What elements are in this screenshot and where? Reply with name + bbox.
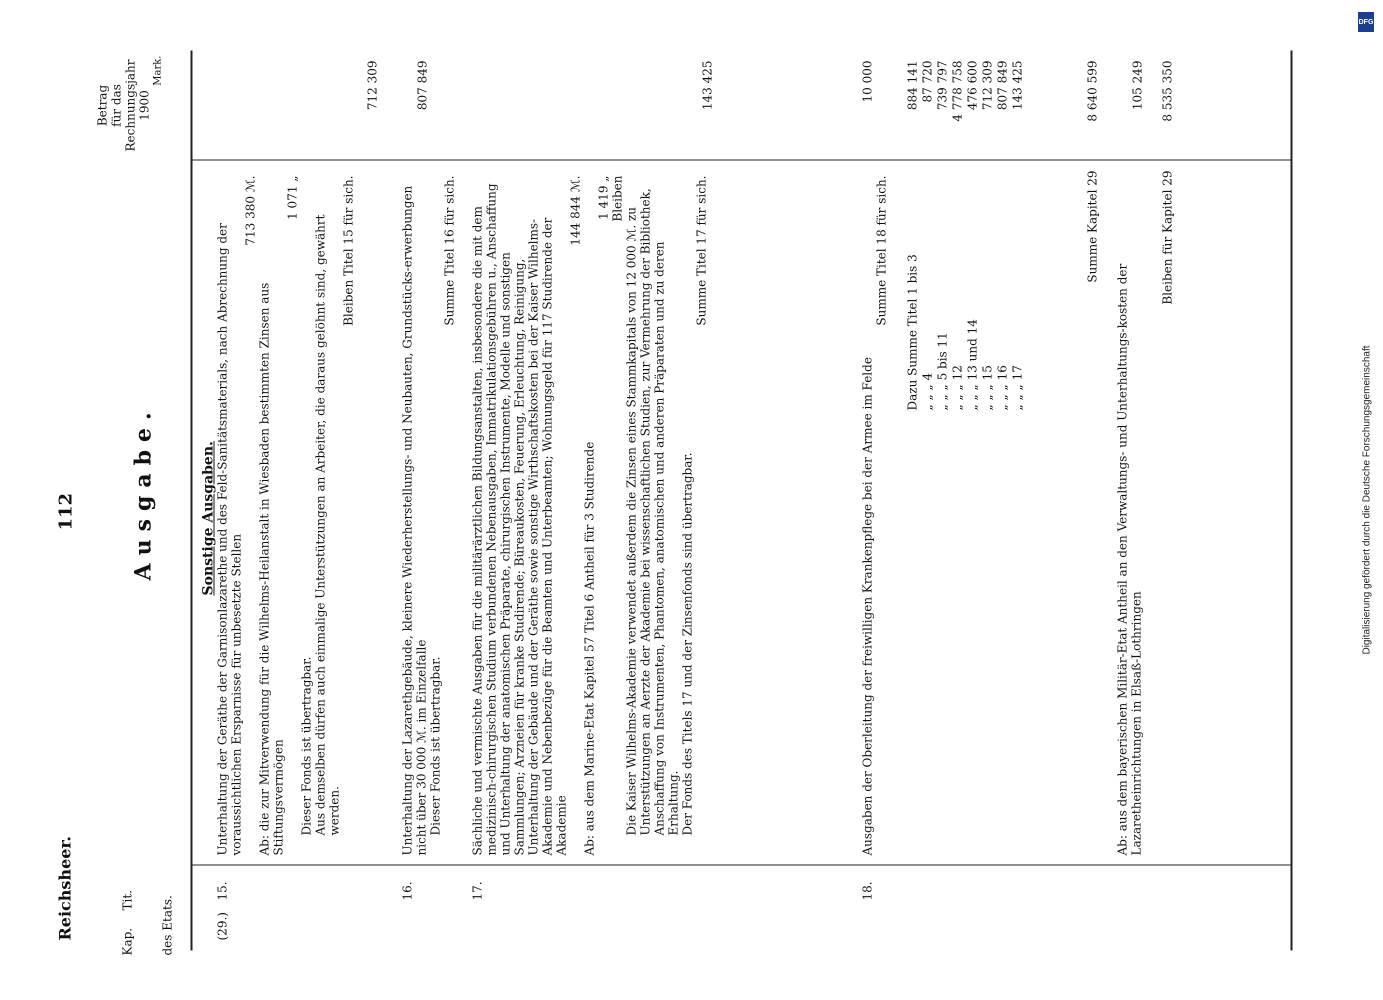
entry-17-inline-amount: 144 844 ℳ. [568,175,582,246]
entry-17-remain: Summe Titel 17 für sich. [694,175,708,326]
col-des-etats: des Etats. [160,894,174,955]
credit-text: Digitalisierung gefördert durch die Deutsche Forschungsgemeinschaft [1361,345,1373,655]
entry-15-ab-amount: 1 071 „ [285,175,299,220]
total-label-4: „ „ „ 12 [950,364,964,410]
entry-15-note-2: Aus demselben dürfen auch einmalige Unterstützungen an Arbeiter, die daraus gelöhnt sind, gewährt werden. [313,214,341,835]
entry-18-text: Ausgaben der Oberleitung der freiwilligen Krankenpflege bei der Armee im Felde [860,356,874,855]
entry-15-remain: Bleiben Titel 15 für sich. [341,175,355,326]
ab-bayern-amount: 105 249 [1130,60,1144,110]
total-label-8: „ „ „ 17 [1010,364,1024,410]
summe-kapitel-label: Summe Kapitel 29 [1085,170,1099,283]
col-betrag-line3: Rechnungsjahr [123,59,137,151]
entry-15-amount: 712 309 [365,60,379,110]
col-betrag-line4: 1900 [137,89,151,121]
total-label-1: Dazu Summe Titel 1 bis 3 [905,253,919,410]
col-mark: Mark. [152,55,163,86]
total-label-7: „ „ „ 16 [995,364,1009,410]
tit-column-rule [190,864,1290,865]
digitization-credit [1355,0,1379,1000]
entry-15-text: Unterhaltung der Geräthe der Garnisonlazarethe und des Feld-Sanitätsmaterials, nach Abrechnung der voraussichtlichen Ersparnisse für unbesetzte Stellen [215,222,243,855]
total-amount-1: 884 141 [905,60,919,110]
total-amount-3: 739 797 [935,60,949,110]
entry-17-note-2: Der Fonds des Titels 17 und der Zinsenfonds sind übertragbar. [680,451,694,835]
entry-18-tit: 18. [860,880,874,900]
subheading: Sonstige Ausgaben. [200,440,216,595]
header-left: Reichsheer. [55,835,74,940]
col-betrag-line2: für das [109,83,123,127]
section-title: Ausgabe. [130,403,156,580]
entry-17-amount: 143 425 [700,60,714,110]
col-betrag-line1: Betrag [95,84,109,126]
entry-16 [400,175,456,855]
entry-16-tit: 16. [400,880,414,900]
entry-17-tit: 17. [470,880,484,900]
total-amount-2: 87 720 [920,60,934,102]
entry-16-amount: 807 849 [415,60,429,110]
total-amount-5: 476 600 [965,60,979,110]
total-amount-7: 807 849 [995,60,1009,110]
entry-16-note-1: Dieser Fonds ist übertragbar. [428,656,442,835]
entry-17-note-1: Die Kaiser Wilhelms-Akademie verwendet außerdem die Zinsen eines Stammkapitals von 12 000 ℳ. zu Unterstützungen an Aerzte der Akademie bei wissenschaftlichen Studien, zur Vermehrung der Bibliothek, Anschaffung von Instrumenten, Phantomen, anatomischen und anderen Präparaten und zu deren Erhaltung. [624,187,680,835]
entry-18 [860,175,888,855]
bottom-rule [1290,50,1292,950]
col-kap: Kap. [120,927,134,955]
total-label-2: „ „ „ 4 [920,372,934,410]
entry-15-inline-amount: 713 380 ℳ. [243,175,257,246]
total-label-3: „ „ „ 5 bis 11 [935,331,949,410]
total-amount-6: 712 309 [980,60,994,110]
ab-bayern-text: Ab: aus dem bayerischen Militär-Etat Antheil an den Verwaltungs- und Unterhaltungs-kosten der Lazaretheinrichtungen in Elsaß-Lothringen [1115,263,1143,855]
entry-17-bleiben: Bleiben [610,175,624,222]
entry-15-ab-text: Ab: die zur Mitverwendung für die Wilhelms-Heilanstalt in Wiesbaden bestimmten Zinsen aus Stiftungsvermögen [257,282,285,855]
top-rule [190,50,192,950]
entry-17-ab-amount: 1 419 „ [596,175,610,220]
totals-amounts [905,60,1025,150]
final-amount: 8 535 350 [1160,60,1174,122]
page-number: 112 [55,492,76,530]
total-amount-8: 143 425 [1010,60,1024,110]
dfg-logo: DFG [1358,12,1374,32]
entry-18-remain: Summe Titel 18 für sich. [874,175,888,326]
entry-17-text: Sächliche und vermischte Ausgaben für die militärärztlichen Bildungsanstalten, insbesondere die mit dem medizinisch-chirurgischen Studium verbundenen Nebenausgaben, Immatrikulationsgebühren u., Anschaffung und Unterhaltung der anatomischen Präparate, chirurgischen Instrumente, Modelle und sonstigen Sammlungen; Arzneien für kranke Studirende; Büreaukosten, Feuerung, Erleuchtung, Reinigung, Unterhaltung der Gebäude und der Geräthe sowie sonstige Wirthschaftskosten bei der Kaiser Wilhelms-Akademie und Nebenbezüge für die Beamten und Unterbeamten; Wohnungsgeld für 117 Studirende der Akademie [470,182,568,855]
totals-labels [905,170,1025,410]
amount-column-rule [190,159,1290,160]
entry-17-ab-text: Ab: aus dem Marine-Etat Kapitel 57 Titel 6 Antheil für 3 Studirende [582,441,596,855]
entry-15-note-1: Dieser Fonds ist übertragbar. [299,656,313,835]
entry-17 [470,175,708,855]
total-label-5: „ „ „ 13 und 14 [965,318,979,410]
total-amount-4: 4 778 758 [950,60,964,122]
entry-15-tit: 15. [215,880,229,900]
kap-number: (29.) [215,911,229,940]
col-tit: Tit. [120,889,134,910]
entry-16-remain: Summe Titel 16 für sich. [442,175,456,326]
summe-kapitel-amount: 8 640 599 [1085,60,1099,122]
entry-15 [215,175,355,855]
entry-18-amount: 10 000 [860,60,874,102]
final-label: Bleiben für Kapitel 29 [1160,170,1174,305]
entry-16-text: Unterhaltung der Lazarethgebäude, kleinere Wiederherstellungs- und Neubauten, Grundstücks-erwerbungen nicht über 30 000 ℳ. im Einzelfalle [400,185,428,855]
col-betrag [95,55,165,155]
total-label-6: „ „ „ 15 [980,364,994,410]
